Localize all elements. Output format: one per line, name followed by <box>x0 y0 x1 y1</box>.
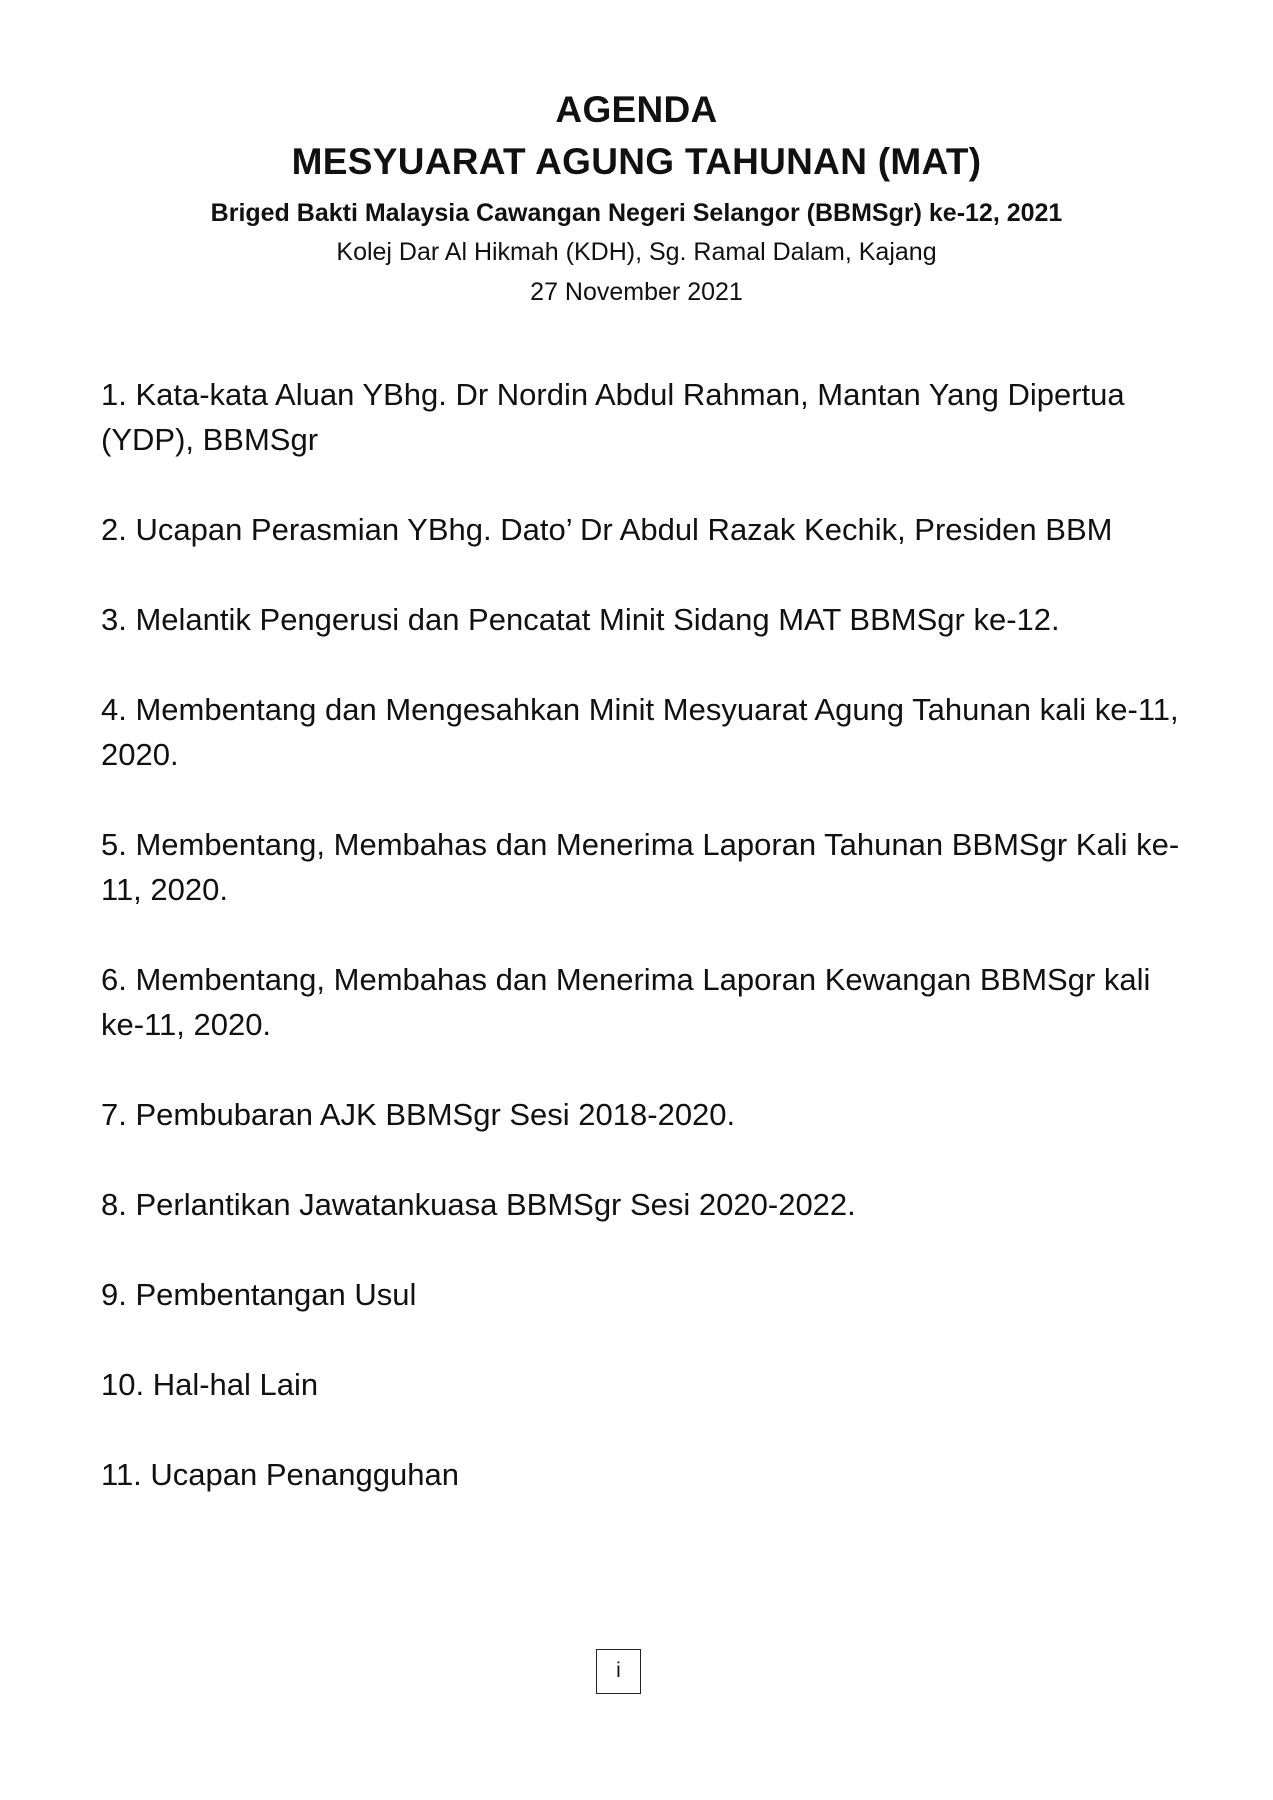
page-number-box: i <box>596 1649 641 1694</box>
agenda-item: 3. Melantik Pengerusi dan Pencatat Minit Sidang MAT BBMSgr ke-12. <box>101 602 1060 637</box>
meeting-venue: Kolej Dar Al Hikmah (KDH), Sg. Ramal Dalam, Kajang <box>336 238 937 266</box>
agenda-item: 5. Membentang, Membahas dan Menerima Laporan Tahunan BBMSgr Kali ke-11, 2020. <box>101 827 1180 907</box>
subtitle-organization: Briged Bakti Malaysia Cawangan Negeri Selangor (BBMSgr) ke-12, 2021 <box>210 199 1063 227</box>
agenda-item: 9. Pembentangan Usul <box>101 1277 417 1312</box>
title-agenda: AGENDA <box>555 89 718 130</box>
meeting-date: 27 November 2021 <box>530 278 743 306</box>
agenda-item: 11. Ucapan Penangguhan <box>101 1457 459 1492</box>
agenda-item: 2. Ucapan Perasmian YBhg. Dato’ Dr Abdul Razak Kechik, Presiden BBM <box>101 512 1113 547</box>
agenda-item: 7. Pembubaran AJK BBMSgr Sesi 2018-2020. <box>101 1097 736 1132</box>
agenda-list <box>101 372 1196 1542</box>
agenda-item: 4. Membentang dan Mengesahkan Minit Mesyuarat Agung Tahunan kali ke-11, 2020. <box>101 692 1179 772</box>
agenda-item: 10. Hal-hal Lain <box>101 1367 319 1402</box>
agenda-item: 6. Membentang, Membahas dan Menerima Laporan Kewangan BBMSgr kali ke-11, 2020. <box>101 962 1151 1042</box>
document-header <box>30 86 1243 312</box>
title-meeting-name: MESYUARAT AGUNG TAHUNAN (MAT) <box>291 141 982 182</box>
agenda-item: 1. Kata-kata Aluan YBhg. Dr Nordin Abdul Rahman, Mantan Yang Dipertua (YDP), BBMSgr <box>101 377 1125 457</box>
agenda-item: 8. Perlantikan Jawatankuasa BBMSgr Sesi 2020-2022. <box>101 1187 856 1222</box>
